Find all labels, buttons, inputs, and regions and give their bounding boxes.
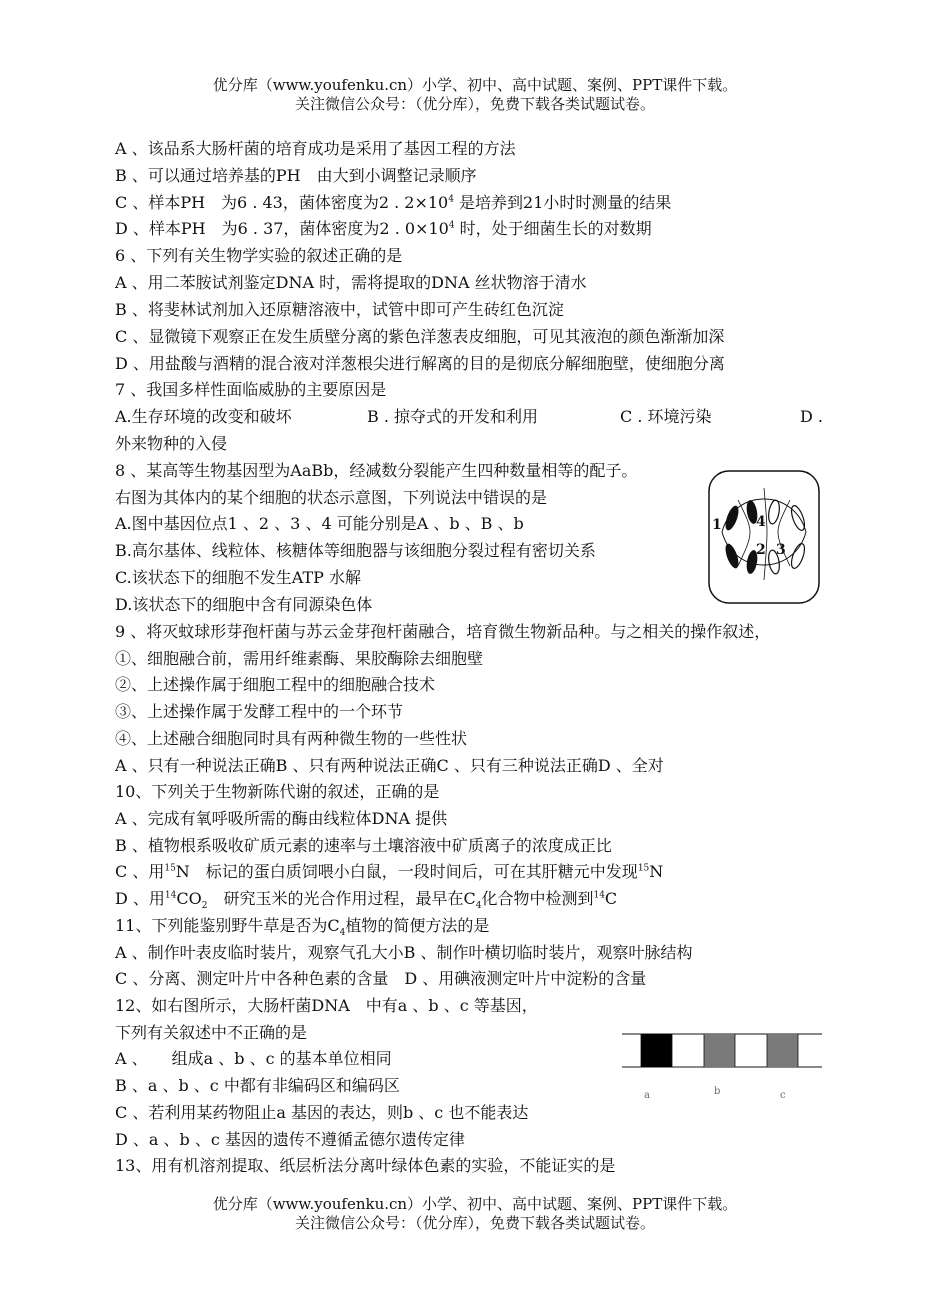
q10-c-tail: N: [649, 862, 664, 881]
q10-d-subscript-1: 2: [201, 901, 208, 912]
gene-c-label: c: [780, 1090, 786, 1101]
gene-b-block: [704, 1034, 735, 1067]
q8-option-a: A.图中基因位点1 、2 、3 、4 可能分别是A 、b 、B 、b: [115, 514, 524, 533]
q8-option-c: C.该状态下的细胞不发生ATP 水解: [115, 568, 361, 587]
q6-option-c: C 、显微镜下观察正在发生质壁分离的紫色洋葱表皮细胞，可见其液泡的颜色渐渐加深: [115, 327, 725, 346]
gene-a-label: a: [644, 1090, 650, 1101]
spindle-fiber-2: [764, 488, 767, 580]
q8-stem-2: 右图为其体内的某个细胞的状态示意图，下列说法中错误的是: [115, 488, 548, 507]
q10-stem: 10、下列关于生物新陈代谢的叙述，正确的是: [115, 782, 440, 801]
q6-option-d: D 、用盐酸与酒精的混合液对洋葱根尖进行解离的目的是彻底分解细胞壁，使细胞分离: [115, 354, 725, 373]
gene-locus-4: 4: [756, 514, 766, 530]
q12-option-c: C 、若利用某药物阻止a 基因的表达，则b 、c 也不能表达: [115, 1103, 529, 1122]
header-line-2: 关注微信公众号：（优分库），免费下载各类试题试卷。: [294, 95, 655, 113]
q10-d-isotope-2: 14: [593, 890, 605, 901]
gene-locus-1: 1: [712, 517, 722, 533]
q5-d-text: D 、样本PH 为6 . 37，菌体密度为2 . 0×10: [115, 219, 449, 238]
q8-stem-1: 8 、某高等生物基因型为AaBb，经减数分裂能产生四种数量相等的配子。: [115, 461, 638, 480]
gene-locus-2: 2: [756, 542, 766, 558]
q10-d-text: D 、用: [115, 889, 165, 908]
header-line-1: 优分库（www.youfenku.cn）小学、初中、高中试题、案例、PPT课件下载。: [212, 76, 738, 94]
gene-a-block: [641, 1034, 672, 1067]
q7-option-b: B . 掠夺式的开发和利用: [367, 407, 539, 426]
q13-stem: 13、用有机溶剂提取、纸层析法分离叶绿体色素的实验，不能证实的是: [115, 1156, 616, 1175]
q11-options-ab: A 、制作叶表皮临时装片，观察气孔大小B 、制作叶横切临时装片，观察叶脉结构: [115, 943, 693, 962]
dna-gene-diagram: [622, 1030, 822, 1102]
q7-stem: 7 、我国多样性面临威胁的主要原因是: [115, 380, 387, 399]
footer-line-2: 关注微信公众号：（优分库），免费下载各类试题试卷。: [294, 1214, 655, 1232]
chromosome-1: [723, 504, 741, 532]
q10-c-text: C 、用: [115, 862, 165, 881]
q10-d-mid2: 化合物中检测到: [481, 889, 594, 908]
q5-c-text: C 、样本PH 为6 . 43，菌体密度为2 . 2×10: [115, 193, 449, 212]
q11-stem-tail: 植物的简便方法的是: [345, 916, 490, 935]
q8-option-b: B.高尔基体、线粒体、核糖体等细胞器与该细胞分裂过程有密切关系: [115, 541, 596, 560]
gene-c-block: [767, 1034, 798, 1067]
q12-option-b: B 、a 、b 、c 中都有非编码区和编码区: [115, 1076, 400, 1095]
q10-d-isotope-1: 14: [164, 890, 177, 901]
q10-option-c: [115, 862, 663, 882]
q10-c-mid: N 标记的蛋白质饲喂小白鼠，一段时间后，可在其肝糖元中发现: [175, 862, 638, 881]
q6-stem: 6 、下列有关生物学实验的叙述正确的是: [115, 246, 403, 265]
q5-option-b: B 、可以通过培养基的PH 由大到小调整记录顺序: [115, 166, 477, 185]
q11-stem-text: 11、下列能鉴别野牛草是否为C: [115, 916, 340, 935]
q9-statement-2: ②、上述操作属于细胞工程中的细胞融合技术: [115, 675, 436, 694]
q12-option-a: A 、 组成a 、b 、c 的基本单位相同: [115, 1049, 392, 1068]
q9-statement-4: ④、上述融合细胞同时具有两种微生物的一些性状: [115, 729, 468, 748]
q7-option-d: D .: [800, 407, 823, 426]
q11-stem-subscript: 4: [339, 928, 346, 939]
page-header: [0, 76, 950, 114]
q5-option-c: [115, 193, 671, 213]
q7-option-d-cont: 外来物种的入侵: [115, 434, 228, 453]
q9-statement-1: ①、细胞融合前，需用纤维素酶、果胶酶除去细胞壁: [115, 649, 484, 668]
q5-c-exponent: 4: [448, 194, 454, 205]
q10-c-isotope-1: 15: [164, 863, 176, 874]
cell-division-figure: [708, 470, 820, 604]
q10-d-subscript-2: 4: [475, 901, 482, 912]
q10-option-b: B 、植物根系吸收矿质元素的速率与土壤溶液中矿质离子的浓度成正比: [115, 836, 612, 855]
chromosome-3: [767, 499, 781, 524]
q7-option-a: A.生存环境的改变和破坏: [115, 407, 292, 426]
q8-option-d: D.该状态下的细胞中含有同源染色体: [115, 595, 373, 614]
chromosome-4: [789, 504, 807, 532]
q10-option-d: [115, 889, 618, 912]
q9-options: A 、只有一种说法正确B 、只有两种说法正确C 、只有三种说法正确D 、全对: [115, 756, 664, 775]
q12-stem-1: 12、如右图所示，大肠杆菌DNA 中有a 、b 、c 等基因，: [115, 996, 538, 1015]
q6-option-b: B 、将斐林试剂加入还原糖溶液中，试管中即可产生砖红色沉淀: [115, 300, 564, 319]
footer-line-1: 优分库（www.youfenku.cn）小学、初中、高中试题、案例、PPT课件下载。: [212, 1195, 738, 1213]
page-footer: [0, 1195, 950, 1233]
q10-d-tail: C: [604, 889, 618, 908]
q10-option-a: A 、完成有氧呼吸所需的酶由线粒体DNA 提供: [115, 809, 448, 828]
q5-d-exponent: 4: [448, 220, 455, 231]
q11-options-cd: C 、分离、测定叶片中各种色素的含量 D 、用碘液测定叶片中淀粉的含量: [115, 969, 647, 988]
q5-d-tail: 时，处于细菌生长的对数期: [454, 219, 652, 238]
q9-stem: 9 、将灭蚊球形芽孢杆菌与苏云金芽孢杆菌融合，培育微生物新品种。与之相关的操作叙述，: [115, 622, 771, 641]
q12-option-d: D 、a 、b 、c 基因的遗传不遵循孟德尔遗传定律: [115, 1130, 465, 1149]
q5-option-d: [115, 219, 652, 239]
chromosome-8: [789, 542, 807, 570]
q6-option-a: A 、用二苯胺试剂鉴定DNA 时，需将提取的DNA 丝状物溶于清水: [115, 273, 587, 292]
q12-stem-2: 下列有关叙述中不正确的是: [115, 1023, 308, 1042]
q11-stem: [115, 916, 490, 939]
q10-c-isotope-2: 15: [637, 863, 650, 874]
gene-b-label: b: [714, 1086, 721, 1097]
q5-c-tail: 是培养到21小时时测量的结果: [453, 193, 672, 212]
q10-d-co: CO: [176, 889, 202, 908]
q7-option-c: C . 环境污染: [620, 407, 712, 426]
q10-d-mid: 研究玉米的光合作用过程，最早在C: [207, 889, 476, 908]
q5-option-a: A 、该品系大肠杆菌的培育成功是采用了基因工程的方法: [115, 139, 516, 158]
gene-locus-3: 3: [776, 542, 786, 558]
q9-statement-3: ③、上述操作属于发酵工程中的一个环节: [115, 702, 404, 721]
